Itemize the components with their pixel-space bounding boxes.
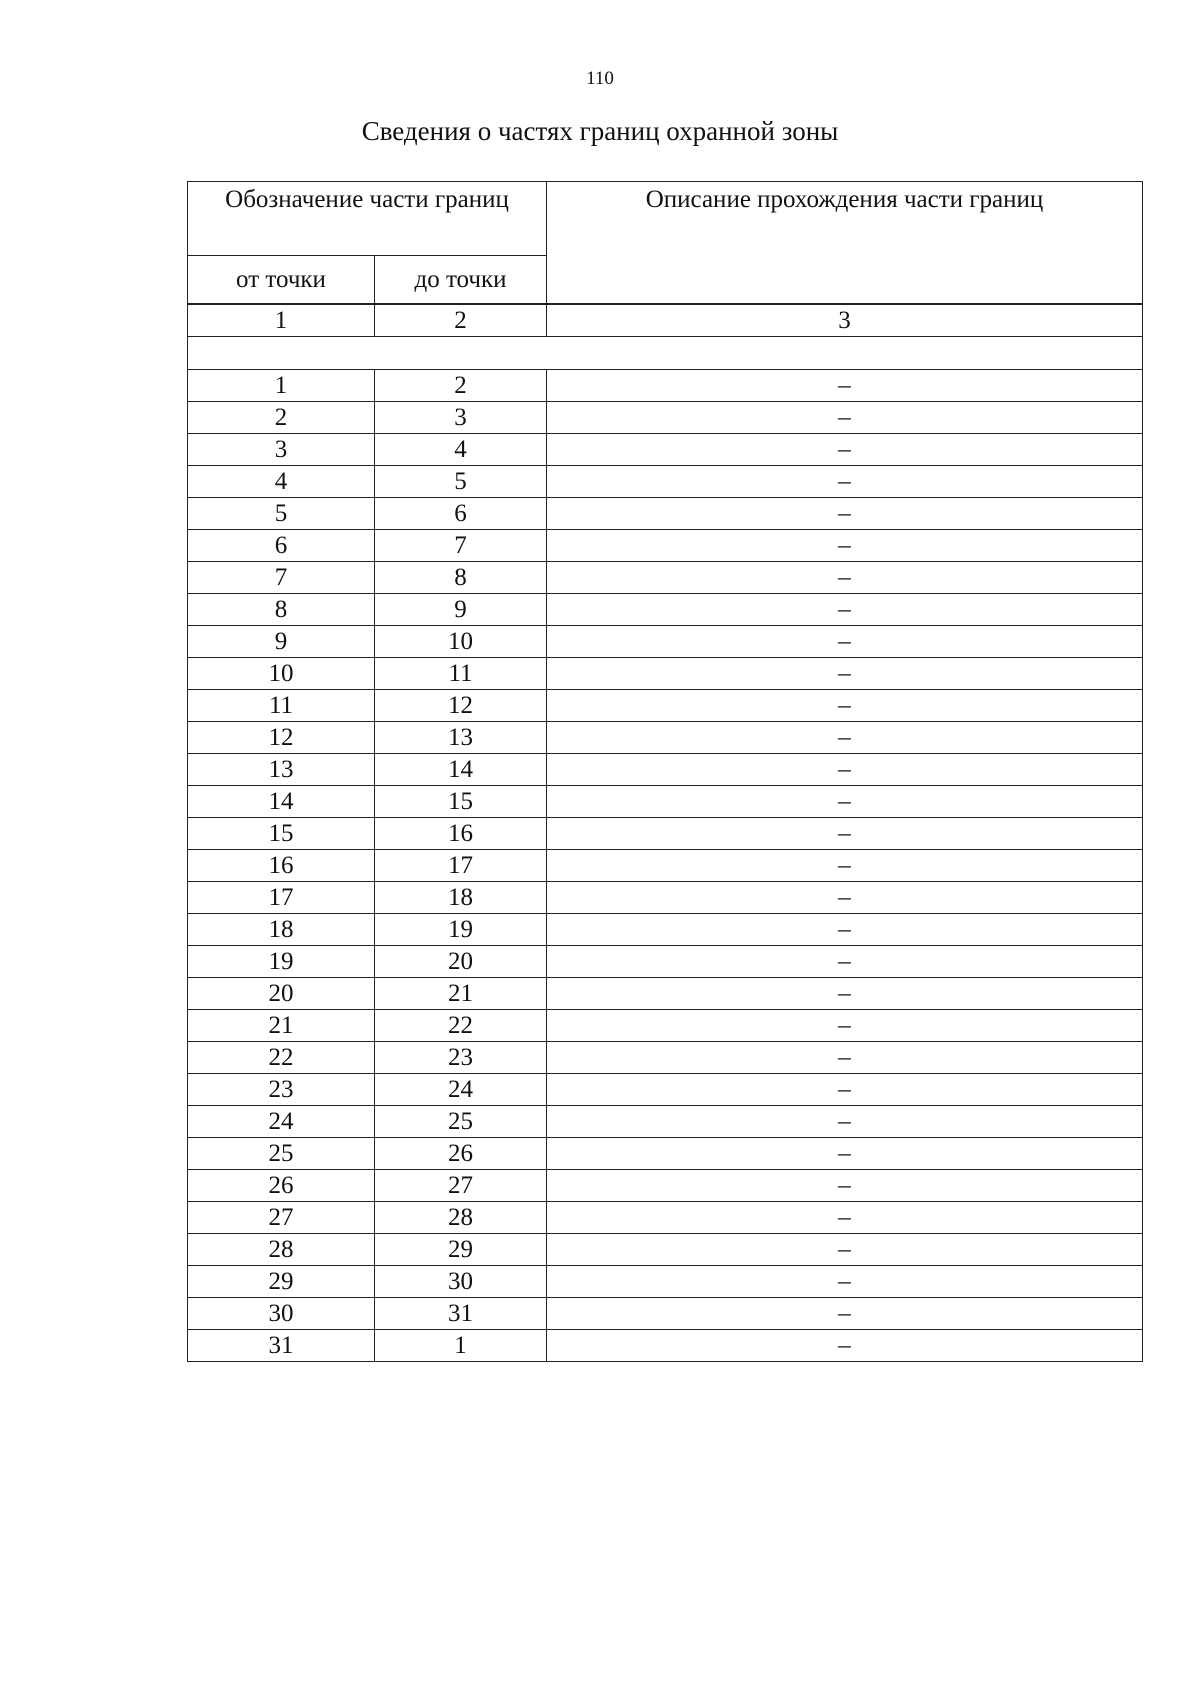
from-point-cell: 3 <box>188 434 375 466</box>
to-point-cell: 2 <box>375 370 547 402</box>
from-point-cell: 28 <box>188 1234 375 1266</box>
column-number: 2 <box>375 305 547 337</box>
from-point-cell: 21 <box>188 1010 375 1042</box>
from-point-cell: 7 <box>188 562 375 594</box>
to-point-cell: 5 <box>375 466 547 498</box>
to-point-cell: 1 <box>375 1330 547 1362</box>
from-point-cell: 12 <box>188 722 375 754</box>
boundary-table <box>187 304 1143 1362</box>
to-point-cell: 16 <box>375 818 547 850</box>
description-cell: – <box>547 402 1143 434</box>
table-row <box>188 1138 1143 1170</box>
description-cell: – <box>547 914 1143 946</box>
description-cell: – <box>547 434 1143 466</box>
to-point-cell: 26 <box>375 1138 547 1170</box>
from-point-cell: 24 <box>188 1106 375 1138</box>
description-cell: – <box>547 1010 1143 1042</box>
table-row <box>188 1106 1143 1138</box>
to-point-cell: 3 <box>375 402 547 434</box>
table-row <box>188 562 1143 594</box>
to-point-cell: 28 <box>375 1202 547 1234</box>
from-point-cell: 29 <box>188 1266 375 1298</box>
table-body <box>188 305 1143 1362</box>
from-point-cell: 31 <box>188 1330 375 1362</box>
boundary-table-header <box>187 181 1143 304</box>
description-cell: – <box>547 1266 1143 1298</box>
from-point-cell: 25 <box>188 1138 375 1170</box>
table-row <box>188 850 1143 882</box>
table-row <box>188 1266 1143 1298</box>
table-row <box>188 818 1143 850</box>
description-cell: – <box>547 754 1143 786</box>
from-point-cell: 9 <box>188 626 375 658</box>
to-point-cell: 15 <box>375 786 547 818</box>
description-cell: – <box>547 1202 1143 1234</box>
to-point-cell: 12 <box>375 690 547 722</box>
table-row <box>188 658 1143 690</box>
description-cell: – <box>547 1106 1143 1138</box>
to-point-cell: 25 <box>375 1106 547 1138</box>
from-point-cell: 13 <box>188 754 375 786</box>
to-point-cell: 22 <box>375 1010 547 1042</box>
header-to-point: до точки <box>375 256 547 304</box>
description-cell: – <box>547 786 1143 818</box>
from-point-cell: 15 <box>188 818 375 850</box>
table-row <box>188 466 1143 498</box>
description-cell: – <box>547 946 1143 978</box>
description-cell: – <box>547 882 1143 914</box>
description-cell: – <box>547 1170 1143 1202</box>
page-number: 110 <box>586 68 614 89</box>
description-cell: – <box>547 370 1143 402</box>
from-point-cell: 14 <box>188 786 375 818</box>
from-point-cell: 1 <box>188 370 375 402</box>
from-point-cell: 2 <box>188 402 375 434</box>
table-row <box>188 722 1143 754</box>
to-point-cell: 8 <box>375 562 547 594</box>
to-point-cell: 4 <box>375 434 547 466</box>
from-point-cell: 6 <box>188 530 375 562</box>
table-row <box>188 498 1143 530</box>
header-boundary-description: Описание прохождения части границ <box>547 182 1143 304</box>
table-row <box>188 914 1143 946</box>
from-point-cell: 4 <box>188 466 375 498</box>
from-point-cell: 18 <box>188 914 375 946</box>
from-point-cell: 19 <box>188 946 375 978</box>
to-point-cell: 17 <box>375 850 547 882</box>
to-point-cell: 29 <box>375 1234 547 1266</box>
section-row <box>188 337 1143 370</box>
page-title: Сведения о частях границ охранной зоны <box>361 116 839 146</box>
from-point-cell: 20 <box>188 978 375 1010</box>
to-point-cell: 31 <box>375 1298 547 1330</box>
table-row <box>188 754 1143 786</box>
description-cell: – <box>547 1042 1143 1074</box>
description-cell: – <box>547 850 1143 882</box>
table-row <box>188 1170 1143 1202</box>
description-cell: – <box>547 722 1143 754</box>
to-point-cell: 20 <box>375 946 547 978</box>
from-point-cell: 30 <box>188 1298 375 1330</box>
header-boundary-designation: Обозначение части границ <box>188 182 547 256</box>
description-cell: – <box>547 818 1143 850</box>
description-cell: – <box>547 562 1143 594</box>
from-point-cell: 5 <box>188 498 375 530</box>
description-cell: – <box>547 1234 1143 1266</box>
table-row <box>188 1010 1143 1042</box>
description-cell: – <box>547 626 1143 658</box>
to-point-cell: 23 <box>375 1042 547 1074</box>
section-label <box>188 337 1143 370</box>
table-row <box>188 434 1143 466</box>
from-point-cell: 8 <box>188 594 375 626</box>
to-point-cell: 27 <box>375 1170 547 1202</box>
table-row <box>188 594 1143 626</box>
to-point-cell: 19 <box>375 914 547 946</box>
table-row <box>188 1330 1143 1362</box>
table-row <box>188 402 1143 434</box>
from-point-cell: 17 <box>188 882 375 914</box>
to-point-cell: 24 <box>375 1074 547 1106</box>
to-point-cell: 30 <box>375 1266 547 1298</box>
to-point-cell: 13 <box>375 722 547 754</box>
description-cell: – <box>547 498 1143 530</box>
table-row <box>188 690 1143 722</box>
table-row <box>188 1234 1143 1266</box>
from-point-cell: 26 <box>188 1170 375 1202</box>
description-cell: – <box>547 1138 1143 1170</box>
to-point-cell: 11 <box>375 658 547 690</box>
description-cell: – <box>547 658 1143 690</box>
description-cell: – <box>547 978 1143 1010</box>
table-row <box>188 1202 1143 1234</box>
from-point-cell: 10 <box>188 658 375 690</box>
description-cell: – <box>547 530 1143 562</box>
from-point-cell: 22 <box>188 1042 375 1074</box>
to-point-cell: 14 <box>375 754 547 786</box>
table-row <box>188 626 1143 658</box>
description-cell: – <box>547 690 1143 722</box>
to-point-cell: 18 <box>375 882 547 914</box>
to-point-cell: 9 <box>375 594 547 626</box>
from-point-cell: 11 <box>188 690 375 722</box>
column-number: 1 <box>188 305 375 337</box>
description-cell: – <box>547 594 1143 626</box>
header-from-point: от точки <box>188 256 375 304</box>
table-row <box>188 946 1143 978</box>
to-point-cell: 10 <box>375 626 547 658</box>
column-number: 3 <box>547 305 1143 337</box>
from-point-cell: 16 <box>188 850 375 882</box>
table-row <box>188 530 1143 562</box>
to-point-cell: 6 <box>375 498 547 530</box>
table-row <box>188 1298 1143 1330</box>
description-cell: – <box>547 1330 1143 1362</box>
table-row <box>188 1074 1143 1106</box>
description-cell: – <box>547 1298 1143 1330</box>
table-row <box>188 370 1143 402</box>
table-row <box>188 978 1143 1010</box>
from-point-cell: 27 <box>188 1202 375 1234</box>
table-row <box>188 786 1143 818</box>
column-number-row <box>188 305 1143 337</box>
from-point-cell: 23 <box>188 1074 375 1106</box>
description-cell: – <box>547 466 1143 498</box>
to-point-cell: 21 <box>375 978 547 1010</box>
to-point-cell: 7 <box>375 530 547 562</box>
table-row <box>188 882 1143 914</box>
description-cell: – <box>547 1074 1143 1106</box>
table-row <box>188 1042 1143 1074</box>
